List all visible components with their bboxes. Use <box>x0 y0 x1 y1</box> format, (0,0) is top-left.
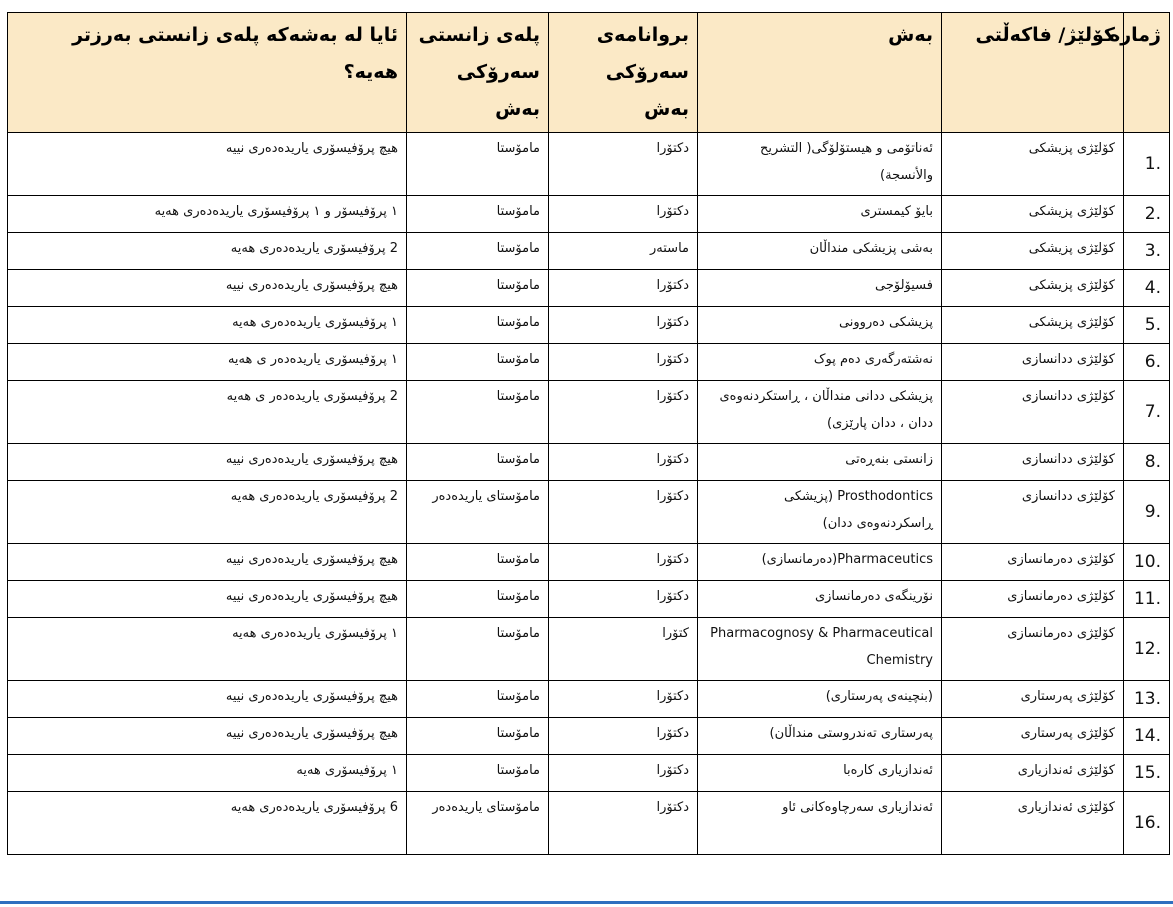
cell-department: بەشی پزیشكی منداڵان <box>698 233 942 270</box>
cell-college: كۆلێژی ددانسازی <box>942 444 1124 481</box>
cell-degree: دکتۆرا <box>549 755 698 792</box>
cell-higher-rank: هیچ پرۆفیسۆری یاریدەدەری نییە <box>8 581 407 618</box>
table-row <box>8 581 1170 618</box>
cell-number: .3 <box>1124 233 1170 270</box>
cell-college: كۆلێژی پزیشكی <box>942 133 1124 196</box>
cell-number: .4 <box>1124 270 1170 307</box>
table-row <box>8 196 1170 233</box>
table-header <box>8 13 1170 133</box>
cell-college: كۆلێژی ددانسازی <box>942 481 1124 544</box>
table-row <box>8 681 1170 718</box>
cell-department: ئەناتۆمی و هیستۆلۆگی( التشريح والأنسجة) <box>698 133 942 196</box>
cell-higher-rank: 2 پرۆفیسۆری یاریدەدەری هەیە <box>8 233 407 270</box>
cell-academic-rank: مامۆستا <box>407 618 549 681</box>
cell-academic-rank: مامۆستا <box>407 444 549 481</box>
cell-college: كۆلێژی پەرستاری <box>942 681 1124 718</box>
table-row <box>8 307 1170 344</box>
cell-degree: ماستەر <box>549 233 698 270</box>
cell-higher-rank: هیچ پرۆفیسۆری یاریدەدەری نییە <box>8 544 407 581</box>
cell-degree: دکتۆرا <box>549 344 698 381</box>
table-row <box>8 755 1170 792</box>
cell-degree: دکتۆرا <box>549 581 698 618</box>
header-higher-rank-question: ئایا لە بەشەكە پلەی زانستی بەرزتر هەیە؟ <box>8 13 407 133</box>
cell-higher-rank: 2 پرۆفیسۆری یاریدەدەر ی هەیە <box>8 381 407 444</box>
cell-department: Prosthodontics (پزیشكی ڕاسكردنەوەی ددان) <box>698 481 942 544</box>
cell-number: .15 <box>1124 755 1170 792</box>
table-row <box>8 481 1170 544</box>
cell-college: كۆلێژی ئەندازیاری <box>942 792 1124 855</box>
cell-college: كۆلێژی پزیشكی <box>942 307 1124 344</box>
cell-higher-rank: هیچ پرۆفیسۆری یاریدەدەری نییە <box>8 718 407 755</box>
cell-department: پەرستاری تەندروستی منداڵان) <box>698 718 942 755</box>
cell-degree: دکتۆرا <box>549 481 698 544</box>
cell-college: كۆلێژی ددانسازی <box>942 381 1124 444</box>
cell-college: كۆلێژی ئەندازیاری <box>942 755 1124 792</box>
cell-number: .6 <box>1124 344 1170 381</box>
cell-degree: دکتۆرا <box>549 381 698 444</box>
cell-academic-rank: مامۆستای یاریدەدەر <box>407 481 549 544</box>
cell-number: .8 <box>1124 444 1170 481</box>
cell-number: .10 <box>1124 544 1170 581</box>
cell-number: .11 <box>1124 581 1170 618</box>
cell-higher-rank: هیچ پرۆفیسۆری یاریدەدەری نییە <box>8 681 407 718</box>
cell-degree: كتۆرا <box>549 618 698 681</box>
cell-academic-rank: مامۆستا <box>407 718 549 755</box>
header-department: بەش <box>698 13 942 133</box>
cell-academic-rank: مامۆستا <box>407 544 549 581</box>
cell-academic-rank: مامۆستا <box>407 344 549 381</box>
table-row <box>8 618 1170 681</box>
cell-college: كۆلێژی ددانسازی <box>942 344 1124 381</box>
cell-number: .12 <box>1124 618 1170 681</box>
cell-degree: دکتۆرا <box>549 718 698 755</box>
cell-higher-rank: ١ پرۆفیسۆری هەیە <box>8 755 407 792</box>
cell-department: نۆرینگەی دەرمانسازی <box>698 581 942 618</box>
cell-number: .7 <box>1124 381 1170 444</box>
cell-college: كۆلێژی دەرمانسازی <box>942 618 1124 681</box>
cell-college: كۆلێژی پەرستاری <box>942 718 1124 755</box>
cell-department: فسیۆلۆجی <box>698 270 942 307</box>
cell-number: .5 <box>1124 307 1170 344</box>
cell-academic-rank: مامۆستا <box>407 270 549 307</box>
header-row <box>8 13 1170 133</box>
cell-higher-rank: ١ پرۆفیسۆری یاریدەدەری هەیە <box>8 618 407 681</box>
table-row <box>8 792 1170 855</box>
cell-academic-rank: مامۆستا <box>407 133 549 196</box>
cell-higher-rank: هیچ پرۆفیسۆری یاریدەدەری نییە <box>8 133 407 196</box>
cell-college: كۆلێژی دەرمانسازی <box>942 544 1124 581</box>
cell-academic-rank: مامۆستا <box>407 233 549 270</box>
cell-academic-rank: مامۆستا <box>407 581 549 618</box>
cell-academic-rank: مامۆستا <box>407 681 549 718</box>
cell-academic-rank: مامۆستا <box>407 381 549 444</box>
cell-college: كۆلێژی پزیشكی <box>942 196 1124 233</box>
cell-academic-rank: مامۆستا <box>407 196 549 233</box>
cell-higher-rank: هیچ پرۆفیسۆری یاریدەدەری نییە <box>8 444 407 481</box>
table-row <box>8 381 1170 444</box>
cell-department: پزیشكی ددانی منداڵان ، ڕاستكردنەوەی ددان ، ددان پارێزی) <box>698 381 942 444</box>
cell-department: زانستی بنەڕەتی <box>698 444 942 481</box>
cell-number: .9 <box>1124 481 1170 544</box>
cell-number: .16 <box>1124 792 1170 855</box>
cell-higher-rank: ١ پرۆفیسۆری یاریدەدەر ی هەیە <box>8 344 407 381</box>
table-row <box>8 233 1170 270</box>
table-row <box>8 544 1170 581</box>
cell-academic-rank: مامۆستای یاریدەدەر <box>407 792 549 855</box>
table-row <box>8 344 1170 381</box>
cell-academic-rank: مامۆستا <box>407 307 549 344</box>
cell-degree: دکتۆرا <box>549 444 698 481</box>
cell-department: بایۆ كیمستری <box>698 196 942 233</box>
cell-academic-rank: مامۆستا <box>407 755 549 792</box>
header-number: ژمارە <box>1124 13 1170 133</box>
cell-college: كۆلێژی پزیشكی <box>942 270 1124 307</box>
cell-higher-rank: 6 پرۆفیسۆری یاریدەدەری هەیە <box>8 792 407 855</box>
cell-department: ئەندازیاری سەرچاوەكانی ئاو <box>698 792 942 855</box>
cell-degree: دکتۆرا <box>549 133 698 196</box>
cell-department: پزیشكی دەروونی <box>698 307 942 344</box>
cell-number: .2 <box>1124 196 1170 233</box>
cell-number: .1 <box>1124 133 1170 196</box>
header-academic-rank: پلەی زانستی سەرۆکی بەش <box>407 13 549 133</box>
cell-department: (بنچینەی پەرستاری) <box>698 681 942 718</box>
table-body <box>8 133 1170 855</box>
cell-higher-rank: ١ پرۆفیسۆری یاریدەدەری هەیە <box>8 307 407 344</box>
table-row <box>8 270 1170 307</box>
table-row <box>8 133 1170 196</box>
bottom-rule <box>0 901 1173 904</box>
cell-degree: دکتۆرا <box>549 544 698 581</box>
table-row <box>8 718 1170 755</box>
cell-department: Pharmacognosy & Pharmaceutical Chemistry <box>698 618 942 681</box>
cell-department: ئەندازیاری كارەبا <box>698 755 942 792</box>
cell-degree: دکتۆرا <box>549 196 698 233</box>
cell-higher-rank: هیچ پرۆفیسۆری یاریدەدەری نییە <box>8 270 407 307</box>
cell-higher-rank: 2 پرۆفیسۆری یاریدەدەری هەیە <box>8 481 407 544</box>
cell-degree: دکتۆرا <box>549 307 698 344</box>
cell-degree: دکتۆرا <box>549 681 698 718</box>
cell-number: .14 <box>1124 718 1170 755</box>
cell-department: Pharmaceutics(دەرمانسازی) <box>698 544 942 581</box>
header-college: كۆلێژ/ فاكەڵتی <box>942 13 1124 133</box>
header-degree: بروانامەی سەرۆکی بەش <box>549 13 698 133</box>
cell-college: كۆلێژی پزیشكی <box>942 233 1124 270</box>
cell-number: .13 <box>1124 681 1170 718</box>
cell-degree: دکتۆرا <box>549 270 698 307</box>
department-heads-table <box>7 12 1170 855</box>
table-row <box>8 444 1170 481</box>
cell-college: كۆلێژی دەرمانسازی <box>942 581 1124 618</box>
cell-higher-rank: ١ پرۆفیسۆر و ١ پرۆفیسۆری یاریدەدەری هەیە <box>8 196 407 233</box>
cell-department: نەشتەرگەری دەم پوک <box>698 344 942 381</box>
cell-degree: دکتۆرا <box>549 792 698 855</box>
